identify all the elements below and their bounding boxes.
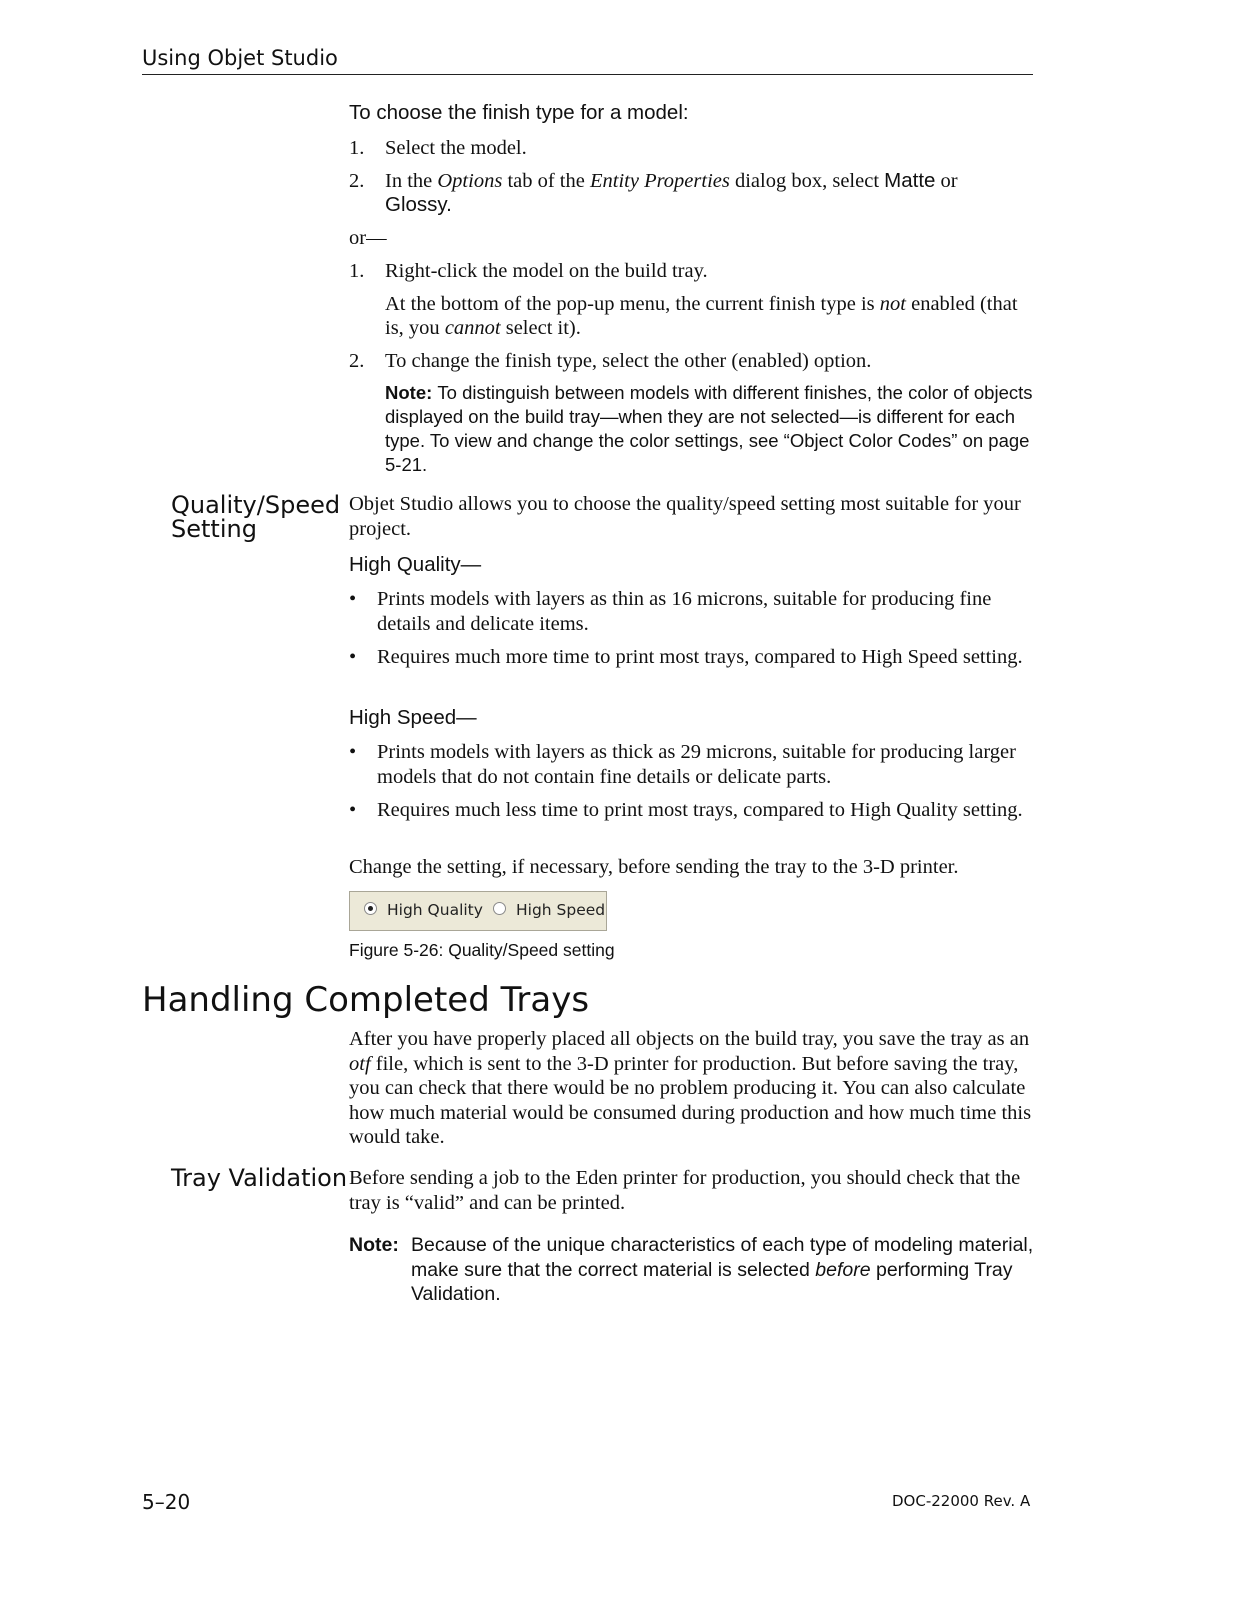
side-heading-tray-validation: Tray Validation bbox=[171, 1164, 348, 1192]
emphasis-before: before bbox=[815, 1258, 871, 1281]
side-heading-line: Setting bbox=[171, 515, 257, 543]
list-item bbox=[349, 259, 1039, 284]
option-matte: Matte bbox=[884, 168, 936, 192]
or-separator: or— bbox=[349, 227, 387, 249]
bullet-icon: • bbox=[349, 799, 357, 821]
list-item bbox=[349, 645, 1039, 670]
step-number: 1. bbox=[349, 137, 365, 159]
finish-steps-a bbox=[349, 136, 1039, 218]
list-item bbox=[349, 349, 1039, 374]
finish-steps-b bbox=[349, 259, 1039, 477]
radio-label-high-quality[interactable]: High Quality bbox=[387, 901, 483, 919]
detail-text: At the bottom of the pop-up menu, the current finish type is bbox=[385, 292, 880, 315]
note-label: Note: bbox=[385, 382, 433, 403]
step-number: 2. bbox=[349, 169, 365, 192]
validation-note bbox=[349, 1233, 1039, 1307]
note-label: Note: bbox=[349, 1234, 399, 1256]
detail-text: select it). bbox=[500, 317, 581, 339]
high-speed-label: High Speed— bbox=[349, 706, 477, 729]
section-heading-handling: Handling Completed Trays bbox=[142, 980, 590, 1020]
ui-term-options: Options bbox=[437, 169, 503, 192]
quality-speed-radio-group bbox=[349, 891, 607, 931]
detail-text: enabled (that is, you bbox=[385, 292, 1018, 339]
high-quality-bullets bbox=[349, 587, 1039, 670]
page-number: 5–20 bbox=[142, 1490, 191, 1514]
running-header: Using Objet Studio bbox=[142, 46, 338, 70]
radio-selected-dot-icon bbox=[368, 906, 373, 911]
paragraph-text: file, which is sent to the 3-D printer for production. But before saving the tray, you can check that there would be no problem producing it. You can also calculate how much material would be consumed during production and how much time this would take. bbox=[349, 1052, 1032, 1148]
step-text: Select the model. bbox=[385, 137, 527, 159]
step-text: tab of the bbox=[502, 169, 590, 192]
bullet-icon: • bbox=[349, 588, 357, 610]
list-item bbox=[349, 136, 1039, 161]
step-text: To change the finish type, select the other (enabled) option. bbox=[385, 349, 872, 372]
step-number: 1. bbox=[349, 260, 365, 282]
note-text: performing Tray Validation. bbox=[411, 1258, 1013, 1305]
high-quality-label: High Quality— bbox=[349, 553, 482, 576]
list-item bbox=[349, 587, 1039, 636]
note-block bbox=[349, 381, 1039, 477]
change-setting-text: Change the setting, if necessary, before sending the tray to the 3-D printer. bbox=[349, 856, 959, 878]
header-rule bbox=[142, 74, 1033, 75]
note-text: To distinguish between models with different finishes, the color of objects displayed on the build tray—when they are not selected—is different for each type. To view and change the color settings, see “Object Color Codes” on page 5-21. bbox=[385, 382, 1033, 475]
note-text: Because of the unique characteristics of each type of modeling material, make sure that the correct material is selected bbox=[411, 1234, 1034, 1281]
list-item bbox=[349, 169, 1039, 218]
document-id: DOC-22000 Rev. A bbox=[892, 1492, 1031, 1510]
step-text: Right-click the model on the build tray. bbox=[385, 260, 708, 282]
radio-label-high-speed[interactable]: High Speed bbox=[516, 901, 606, 919]
handling-paragraph bbox=[349, 1027, 1039, 1150]
list-item bbox=[349, 740, 1039, 789]
radio-high-speed[interactable] bbox=[493, 902, 506, 915]
bullet-text: Requires much more time to print most trays, compared to High Speed setting. bbox=[377, 646, 1023, 668]
emphasis-cannot: cannot bbox=[444, 317, 501, 339]
step-text: dialog box, select bbox=[729, 169, 885, 192]
bullet-icon: • bbox=[349, 741, 357, 763]
figure-caption: Figure 5-26: Quality/Speed setting bbox=[349, 940, 615, 960]
quality-intro: Objet Studio allows you to choose the quality/speed setting most suitable for your project. bbox=[349, 493, 1021, 540]
option-glossy: Glossy. bbox=[385, 193, 452, 216]
radio-high-quality[interactable] bbox=[364, 902, 377, 915]
step-text: or bbox=[935, 169, 958, 192]
note-block bbox=[349, 1233, 1039, 1307]
validation-paragraph: Before sending a job to the Eden printer for production, you should check that the tray is “valid” and can be printed. bbox=[349, 1167, 1021, 1214]
side-heading-quality-speed bbox=[171, 493, 340, 541]
step-detail bbox=[349, 292, 1039, 341]
emphasis-not: not bbox=[879, 292, 906, 315]
bullet-text: Prints models with layers as thick as 29 microns, suitable for producing larger models that do not contain fine details or delicate parts. bbox=[377, 741, 1016, 788]
bullet-icon: • bbox=[349, 646, 357, 668]
finish-intro: To choose the finish type for a model: bbox=[349, 101, 689, 124]
high-speed-bullets bbox=[349, 740, 1039, 823]
ui-term-entity-properties: Entity Properties bbox=[589, 169, 730, 192]
step-text: In the bbox=[385, 169, 438, 192]
paragraph-text: After you have properly placed all objects on the build tray, you save the tray as an bbox=[349, 1028, 1030, 1050]
step-number: 2. bbox=[349, 349, 365, 372]
bullet-text: Prints models with layers as thin as 16 microns, suitable for producing fine details and delicate items. bbox=[377, 588, 992, 635]
side-heading-line: Quality/Speed bbox=[171, 491, 341, 519]
file-extension: otf bbox=[349, 1052, 371, 1075]
bullet-text: Requires much less time to print most trays, compared to High Quality setting. bbox=[377, 799, 1023, 821]
list-item bbox=[349, 798, 1039, 823]
